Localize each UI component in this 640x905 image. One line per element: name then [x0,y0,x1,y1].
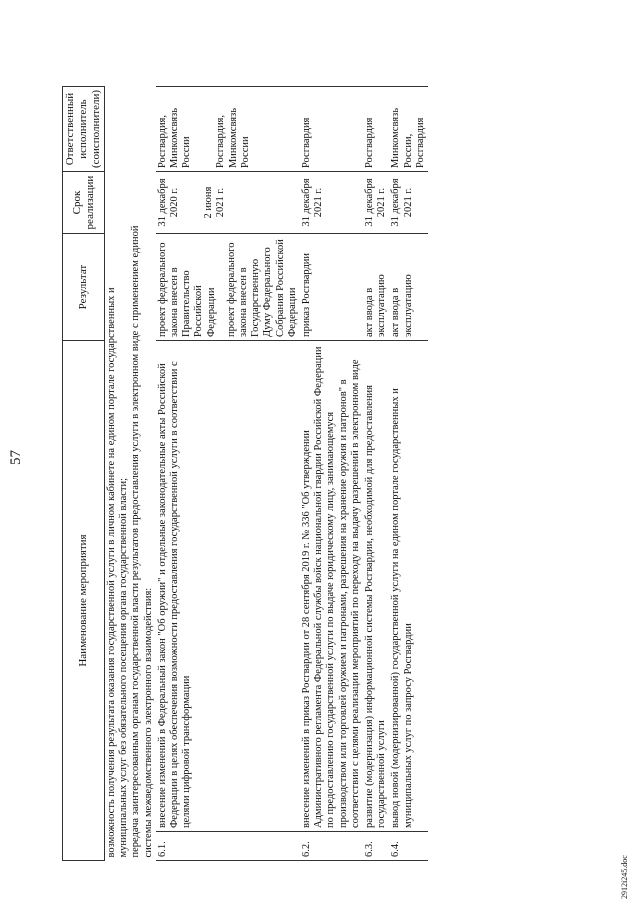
row-result: приказ Росгвардии [300,234,363,341]
header-result: Результат [63,234,105,341]
row-executor: Росгвардия [363,87,389,172]
page-number: 57 [8,450,24,465]
row-executor: Росгвардия [300,87,363,172]
row-term: 31 декабря 2021 г. [389,172,428,234]
row-number: 6.2. [300,832,363,861]
row-name: развитие (модернизация) информационной системы Росгвардии, необходимой для предоставления государственной услуги [363,341,389,832]
header-executor: Ответственный исполнитель (соисполнители) [63,87,105,172]
executor-item: Росгвардия, Минкомсвязь России [215,107,251,169]
row-executor [156,87,300,172]
row-executor: Минкомсвязь России, Росгвардия [389,87,428,172]
result-item: проект федерального закона внесен в Государственную Думу Федерального Собрания Российской Федерации [225,239,298,338]
table-header-row [63,87,105,861]
intro-text [105,87,156,861]
table-row [300,87,363,861]
table-row [156,87,300,861]
row-result: акт ввода в эксплуатацию [363,234,389,341]
row-result: акт ввода в эксплуатацию [389,234,428,341]
intro-line: муниципальных услуг без обязательного посещения органа государственной власти; [118,477,130,858]
intro-row [105,87,156,861]
header-term: Срок реализации [63,172,105,234]
row-number: 6.1. [156,832,300,861]
measures-table [62,86,428,861]
term-item: 31 декабря 2020 г. [156,178,181,227]
table-row [389,87,428,861]
row-number: 6.4. [389,832,428,861]
intro-line: системы межведомственного электронного взаимодействия: [142,587,154,858]
row-term: 31 декабря 2021 г. [363,172,389,234]
footer-doc-code: 2912i245.doc [620,855,629,899]
header-name: Наименование мероприятия [63,341,105,861]
term-item: 2 июня 2021 г. [203,186,227,219]
executor-item: Росгвардия, Минкомсвязь России [156,107,193,169]
row-result [156,234,300,341]
row-name: внесение изменений в Федеральный закон "Об оружии" и отдельные законодательные акты Российской Федерации в целях обеспечения возможности предоставления государственной услуги в соответствии с целями цифровой трансформации [156,341,300,832]
intro-line: возможность получения результата оказания государственной услуги в личном кабинете на едином портале государственных и [106,287,117,858]
table-row [363,87,389,861]
result-item: проект федерального закона внесен в Правительство Российской Федерации [156,242,217,338]
intro-line: передача заинтересованным органам государственной власти результатов предоставления услуги в электронном виде с применением единой [130,225,142,858]
row-term: 31 декабря 2021 г. [300,172,363,234]
row-name: вывод новой (модернизированной) государственной услуги на едином портале государственных и муниципальных услуг по запросу Росгвардии [389,341,428,832]
row-name: внесение изменений в приказ Росгвардии от 28 сентября 2019 г. № 336 "Об утверждении Административного регламента Федеральной службы войск национальной гвардии Российской Федерации по предоставлению государственной услуги по выдаче юридическому лицу, занимающемуся производством или торговлей оружием и патронами, разрешения на хранение оружия и патронов" в соответствии с целями реализации мероприятий по переходу на выдачу разрешений в электронном виде [300,341,363,832]
row-term [156,172,300,234]
row-number: 6.3. [363,832,389,861]
